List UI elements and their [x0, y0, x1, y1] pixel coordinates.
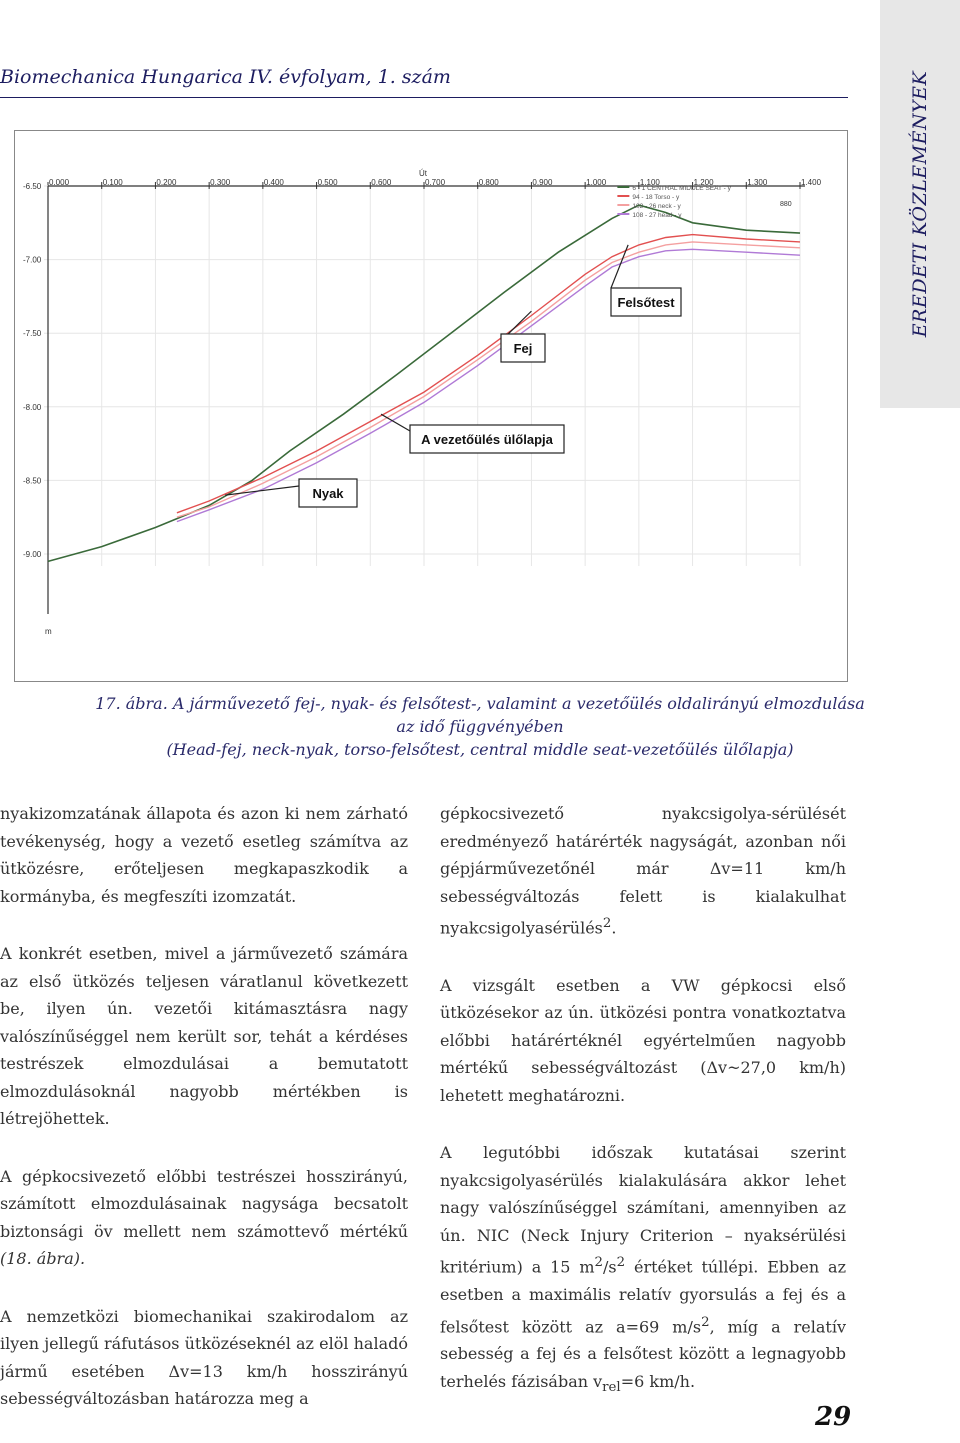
caption-line3: (Head-fej, neck-nyak, torso-felsőtest, central middle seat-vezetőülés ülőlapja) — [166, 740, 794, 759]
journal-title: Biomechanica Hungarica IV. évfolyam, 1. szám — [0, 66, 451, 88]
paragraph-text: =6 km/h. — [620, 1371, 696, 1391]
section-label: EREDETI KÖZLEMÉNYEK — [909, 70, 931, 338]
y-tick-label: -7.50 — [23, 329, 42, 339]
callout-arrow — [381, 414, 410, 431]
legend-entry: 94 - 18 Torso - y — [632, 194, 680, 201]
superscript: 2 — [701, 1314, 710, 1330]
y-tick-label: -8.50 — [23, 476, 42, 486]
displacement-chart — [15, 131, 847, 681]
extra-label: 880 — [780, 201, 792, 208]
paragraph-text: A legutóbbi időszak kutatásai szerint nyakcsigolyasérülés kialakulására akkor lehet nagy valószínűséggel számítani, amennyiben az ún. NIC (Neck Injury Criterion – nyaksérülési kritérium) a 15 m — [440, 1143, 846, 1277]
legend-entry: 108 - 27 head - y — [632, 212, 682, 219]
x-tick-label: 1.400 — [801, 178, 822, 187]
callout-label: Felsőtest — [617, 295, 675, 310]
x-tick-label: 0.100 — [102, 178, 123, 187]
x-tick-label: 0.400 — [263, 178, 284, 187]
paragraph-text: . — [611, 918, 617, 938]
subscript: rel — [602, 1380, 621, 1396]
x-tick-label: 0.300 — [210, 178, 231, 187]
series-line-2 — [177, 242, 800, 517]
series-line-1 — [177, 235, 800, 513]
x-tick-label: 1.300 — [747, 178, 768, 187]
y-tick-label: -9.00 — [23, 550, 42, 559]
x-tick-label: 1.200 — [693, 178, 714, 187]
callout-label: Fej — [513, 341, 533, 356]
superscript: 2 — [594, 1255, 604, 1271]
paragraph-text: , míg a relatív sebesség a fej és a felsőtest között a legnagyobb terhelés fázisában v — [440, 1316, 846, 1391]
paragraph-text: gépkocsivezető nyakcsigolya-sérülését eredményező határérték nagyságát, azonban női gépjárművezetőnél már Δv=11 km/h sebességváltozás felett is kialakulhat nyakcsigolyasérülés — [440, 804, 846, 938]
x-tick-label: 0.500 — [317, 178, 338, 187]
x-tick-label: 1.100 — [639, 178, 660, 187]
legend-entry: 102 - 26 neck - y — [632, 203, 681, 210]
x-tick-label: 0.900 — [532, 178, 553, 187]
paragraph: A nemzetközi biomechanikai szakirodalom az ilyen jellegű ráfutásos ütközéseknél az elöl haladó jármű esetében Δv=13 km/h hosszirányú sebességváltozásban határozza meg a — [0, 1306, 408, 1408]
header-rule — [0, 97, 848, 98]
caption-line2: az idő függvényében — [396, 717, 564, 736]
paragraph — [440, 1139, 846, 1401]
left-column — [0, 800, 408, 1443]
paragraph — [440, 800, 846, 942]
figure-17 — [14, 130, 848, 682]
paragraph — [0, 1163, 408, 1273]
figure-caption — [0, 692, 960, 761]
x-tick-label: 0.700 — [425, 178, 446, 187]
paragraph-text: A gépkocsivezető előbbi testrészei hosszirányú, számított elmozdulásainak nagysága becsatolt biztonsági öv mellett nem számottevő mértékű — [0, 1166, 408, 1241]
caption-number: 17. ábra. — [95, 694, 168, 713]
right-column — [440, 800, 846, 1432]
figure-reference: (18. ábra). — [0, 1249, 86, 1268]
section-tab — [880, 0, 960, 408]
x-tick-label: 0.600 — [371, 178, 392, 187]
legend-entry: 6 - 1 CENTRAL MIDDLE SEAT - y — [632, 185, 731, 192]
paragraph: nyakizomzatának állapota és azon ki nem zárható tevékenység, hogy a vezető esetleg számítva az ütközésre, erőteljesen megkapaszkodik a kormányba, és megfeszíti izomzatát. — [0, 804, 408, 906]
paragraph-text: értéket túllépi. Ebben az esetben a maximális relatív gyorsulás a fej és a felsőtest között az a=69 m/s — [440, 1257, 846, 1336]
y-tick-label: -8.00 — [23, 402, 42, 412]
paragraph: A konkrét esetben, mivel a járművezető számára az első ütközés teljesen váratlanul következett be, ilyen ún. vezetői kitámasztásra nagy valószínűséggel nem került sor, tehát a kérdéses testrészek elmozdulásai a bemutatott elmozdulásoknál nagyobb mértékben is létrejöhettek. — [0, 944, 408, 1128]
paragraph: A vizsgált esetben a VW gépkocsi első ütközésekor az ún. ütközési pontra vonatkoztatva előbbi határértéknél egyértelműen nagyobb mértékű sebességváltozást (Δv~27,0 km/h) lehetett meghatározni. — [440, 975, 846, 1105]
x-tick-label: 0.200 — [156, 178, 177, 187]
callout-label: A vezetőülés ülőlapja — [421, 432, 553, 447]
y-tick-label: -7.00 — [23, 255, 42, 265]
x-tick-label: 1.000 — [586, 178, 607, 187]
superscript: 2 — [616, 1255, 626, 1271]
y-tick-label: -6.50 — [23, 182, 42, 191]
paragraph-text: /s — [603, 1257, 617, 1277]
page-number: 29 — [815, 1402, 852, 1432]
y-axis-label: m — [45, 627, 52, 636]
caption-line1: A járművezető fej-, nyak- és felsőtest-, valamint a vezetőülés oldalirányú elmozdulása — [172, 694, 865, 713]
x-axis-label: Út — [419, 169, 427, 178]
callout-label: Nyak — [312, 486, 344, 501]
x-tick-label: 0.000 — [49, 178, 70, 187]
footnote-ref: 2 — [602, 916, 612, 931]
x-tick-label: 0.800 — [478, 178, 499, 187]
callout-arrow — [225, 486, 299, 495]
